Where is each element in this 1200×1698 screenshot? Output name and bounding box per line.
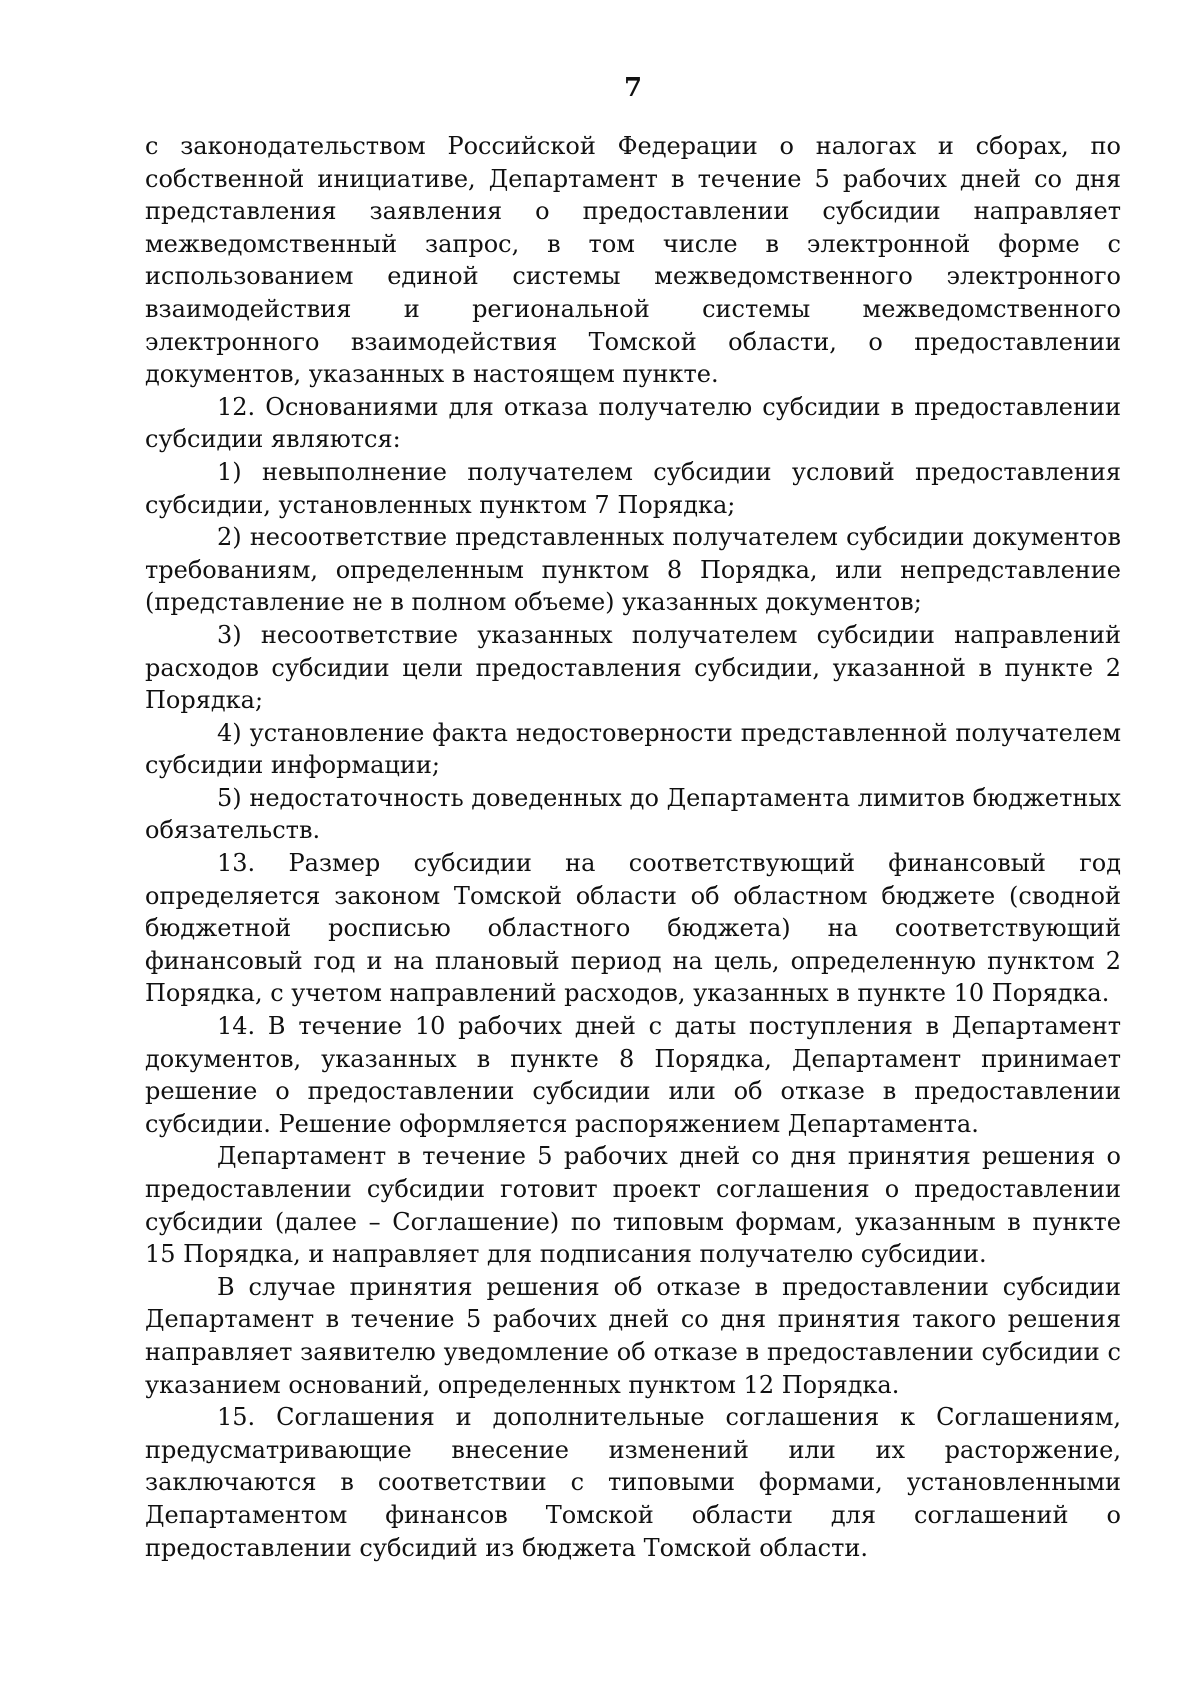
paragraph-subitem-5: 5) недостаточность доведенных до Департамента лимитов бюджетных обязательств. <box>145 783 1121 845</box>
paragraph-item-14: 14. В течение 10 рабочих дней с даты поступления в Департамент документов, указанных в пункте 8 Порядка, Департамент принимает решение о предоставлении субсидии или об отказе в предоставлении субсидии. Решение оформляется распоряжением Департамента. <box>145 1012 1121 1138</box>
paragraph-subitem-2: 2) несоответствие представленных получателем субсидии документов требованиям, определенным пунктом 8 Порядка, или непредставление (представление не в полном объеме) указанных документов; <box>145 523 1121 617</box>
paragraph-item-14-refusal: В случае принятия решения об отказе в предоставлении субсидии Департамент в течение 5 рабочих дней со дня принятия такого решения направляет заявителю уведомление об отказе в предоставлении субсидии с указанием оснований, определенных пунктом 12 Порядка. <box>145 1272 1121 1399</box>
document-body <box>145 130 1121 1564</box>
document-page <box>145 68 1121 1668</box>
paragraph-continuation: с законодательством Российской Федерации о налогах и сборах, по собственной инициативе, Департамент в течение 5 рабочих дней со дня представления заявления о предоставлении субсидии направляет межведомственный запрос, в том числе в электронной форме с использованием единой системы межведомственного электронного взаимодействия и региональной системы межведомственного электронного взаимодействия Томской области, о предоставлении документов, указанных в настоящем пункте. <box>145 132 1121 389</box>
paragraph-item-12: 12. Основаниями для отказа получателю субсидии в предоставлении субсидии являются: <box>145 392 1121 454</box>
paragraph-item-13: 13. Размер субсидии на соответствующий финансовый год определяется законом Томской области об областном бюджете (сводной бюджетной росписью областного бюджета) на соответствующий финансовый год и на плановый период на цель, определенную пунктом 2 Порядка, с учетом направлений расходов, указанных в пункте 10 Порядка. <box>145 849 1121 1008</box>
paragraph-subitem-3: 3) несоответствие указанных получателем субсидии направлений расходов субсидии цели предоставления субсидии, указанной в пункте 2 Порядка; <box>145 620 1121 715</box>
paragraph-item-14-agreement: Департамент в течение 5 рабочих дней со дня принятия решения о предоставлении субсидии готовит проект соглашения о предоставлении субсидии (далее – Соглашение) по типовым формам, указанным в пункте 15 Порядка, и направляет для подписания получателю субсидии. <box>145 1142 1121 1269</box>
paragraph-subitem-4: 4) установление факта недостоверности представленной получателем субсидии информации; <box>145 718 1121 780</box>
page-number: 7 <box>623 73 643 103</box>
paragraph-item-15: 15. Соглашения и дополнительные соглашения к Соглашениям, предусматривающие внесение изменений или их расторжение, заключаются в соответствии с типовыми формами, установленными Департаментом финансов Томской области для соглашений о предоставлении субсидий из бюджета Томской области. <box>145 1403 1121 1562</box>
paragraph-subitem-1: 1) невыполнение получателем субсидии условий предоставления субсидии, установленных пунктом 7 Порядка; <box>145 457 1121 519</box>
